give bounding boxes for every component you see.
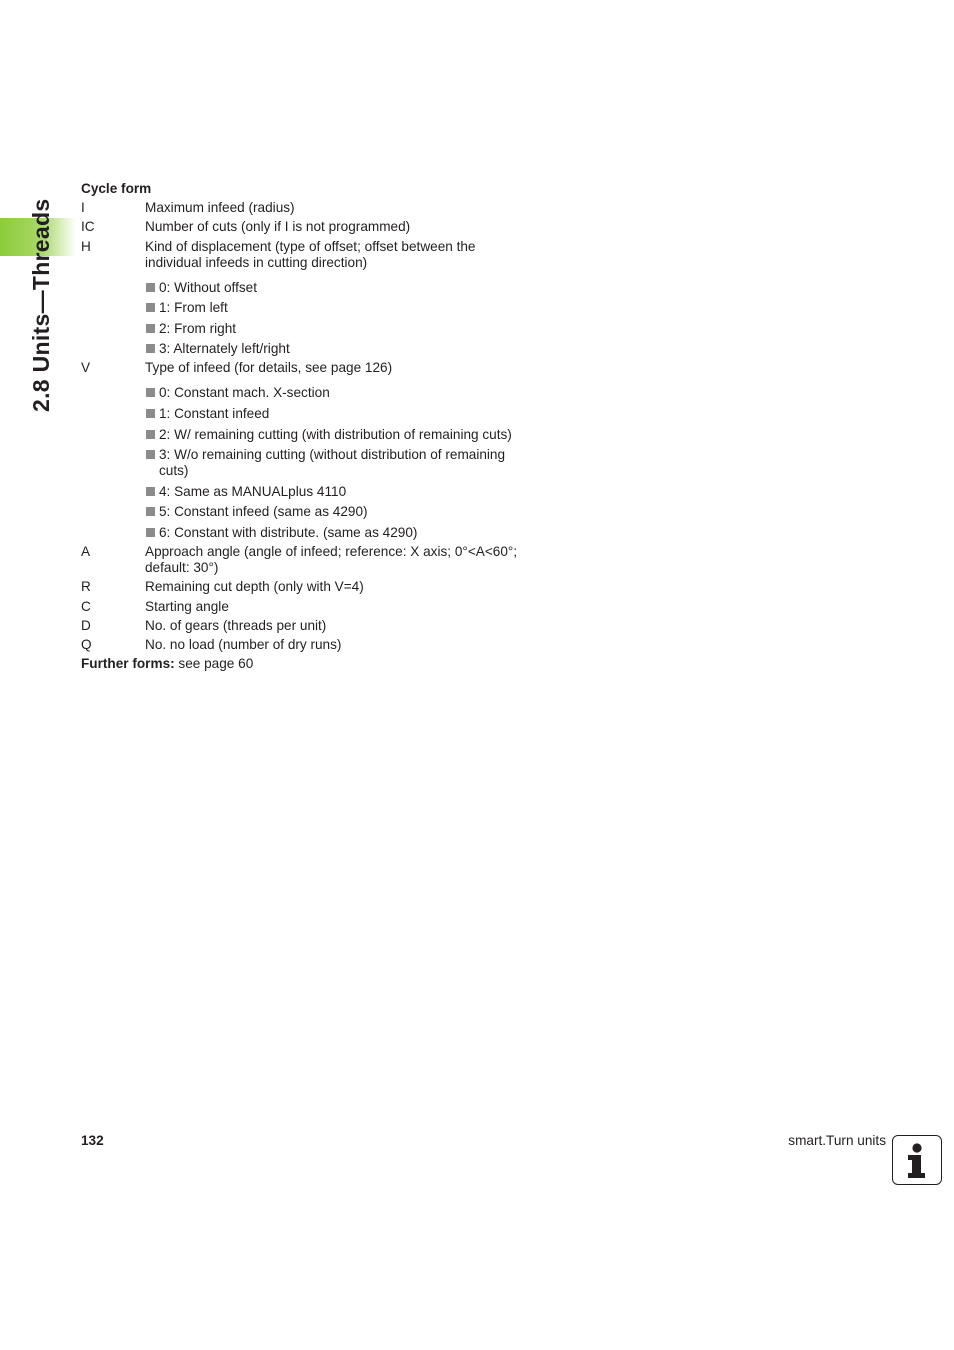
param-desc: Starting angle [145,598,229,614]
option-text: 5: Constant infeed (same as 4290) [159,504,368,520]
section-heading: Cycle form [81,181,152,196]
list-item [145,427,521,443]
param-row-r [81,579,521,595]
list-item [145,504,521,520]
cycle-form-section [81,181,521,672]
param-key: V [81,360,91,376]
square-bullet-icon [146,430,155,439]
square-bullet-icon [146,283,155,292]
option-text: 3: Alternately left/right [159,341,290,357]
option-text: 3: W/o remaining cutting (without distribution of remaining cuts) [159,447,506,479]
square-bullet-icon [146,450,155,459]
param-desc: Kind of displacement (type of offset; offset between the individual infeeds in cutting direction) [145,238,476,270]
param-row-d [81,618,521,634]
list-item [145,484,521,500]
param-desc: Type of infeed (for details, see page 126) [145,360,393,376]
param-row-h [81,239,521,271]
square-bullet-icon [146,528,155,537]
option-text: 2: W/ remaining cutting (with distribution of remaining cuts) [159,426,512,442]
option-text: 0: Constant mach. X-section [159,385,330,401]
further-forms-line [81,656,521,672]
square-bullet-icon [146,507,155,516]
chapter-side-title: 2.8 Units—Threads [28,198,54,412]
param-key: IC [81,219,95,235]
option-text: 1: From left [159,300,228,316]
list-item [145,321,521,337]
square-bullet-icon [146,409,155,418]
param-desc: Approach angle (angle of infeed; reference: X axis; 0°<A<60°; default: 30°) [145,543,518,575]
further-forms-link-text: see page 60 [174,656,254,672]
square-bullet-icon [146,303,155,312]
param-key: R [81,579,91,595]
param-row-a [81,544,521,576]
list-item [145,406,521,422]
param-key: Q [81,637,92,653]
info-icon [892,1135,942,1185]
param-desc: Remaining cut depth (only with V=4) [145,579,364,595]
param-desc: Maximum infeed (radius) [145,200,295,215]
further-forms-label: Further forms: [81,656,175,672]
param-key: D [81,617,91,633]
option-text: 6: Constant with distribute. (same as 4290) [159,524,418,540]
option-text: 4: Same as MANUALplus 4110 [159,483,347,499]
square-bullet-icon [146,388,155,397]
param-key: H [81,238,91,254]
param-desc: Number of cuts (only if I is not programmed) [145,219,411,235]
list-item [145,385,521,401]
option-text: 2: From right [159,320,237,336]
param-key: A [81,543,91,559]
option-text: 1: Constant infeed [159,405,270,421]
v-option-list [145,385,521,541]
list-item [145,341,521,357]
param-key: I [81,200,85,215]
param-row-c [81,599,521,615]
list-item [145,300,521,316]
param-row-q [81,637,521,653]
param-desc: No. of gears (threads per unit) [145,617,327,633]
param-row-i [81,200,521,216]
footer-chapter-title: smart.Turn units [788,1133,886,1148]
square-bullet-icon [146,324,155,333]
param-row-ic [81,219,521,235]
page-number: 132 [81,1133,104,1148]
param-key: C [81,598,91,614]
list-item [145,525,521,541]
square-bullet-icon [146,487,155,496]
h-option-list [145,280,521,358]
param-desc: No. no load (number of dry runs) [145,637,342,653]
square-bullet-icon [146,344,155,353]
list-item [145,280,521,296]
list-item [145,447,521,479]
param-row-v [81,360,521,376]
option-text: 0: Without offset [159,279,257,295]
